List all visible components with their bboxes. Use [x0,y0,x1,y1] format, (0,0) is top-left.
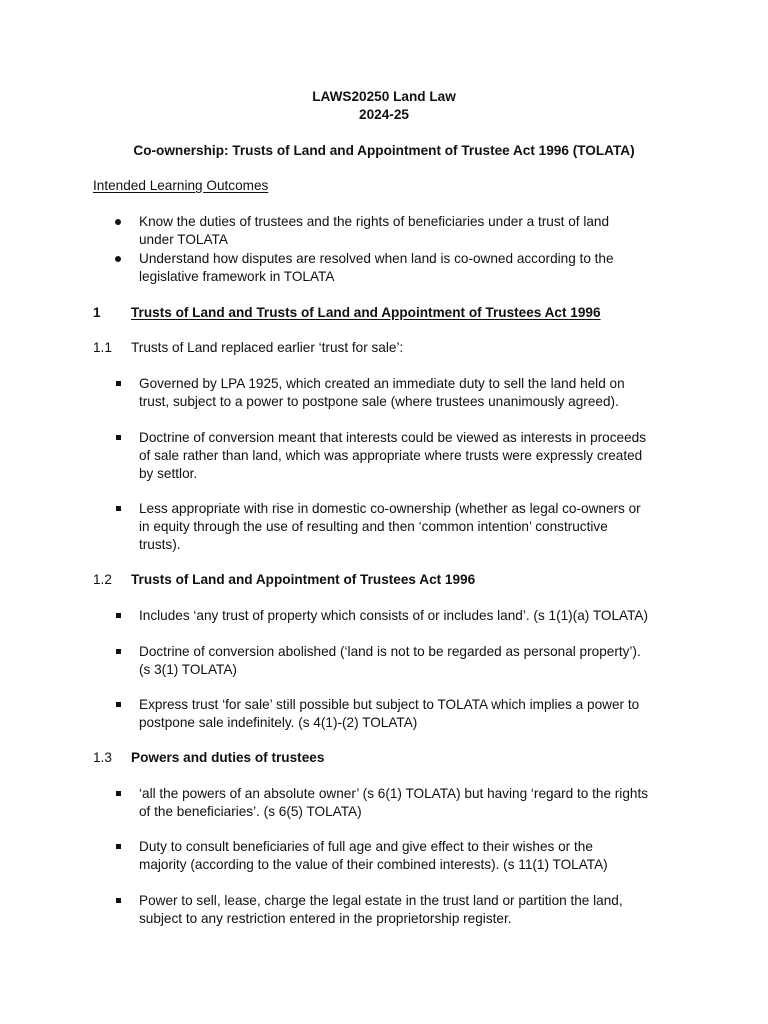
bullet-square-icon [116,613,121,618]
bullet-square-icon [116,844,121,849]
s12-item-3-line-2: postpone sale indefinitely. (s 4(1)-(2) TOLATA) [139,715,418,730]
document-title: Co-ownership: Trusts of Land and Appointment of Trustee Act 1996 (TOLATA) [133,143,635,158]
s12-item-1-line-1: Includes ‘any trust of property which consists of or includes land’. (s 1(1)(a) TOLATA) [139,608,648,623]
s13-item-1-line-2: of the beneficiaries’. (s 6(5) TOLATA) [139,804,362,819]
s11-item-3-line-3: trusts). [139,537,181,552]
ilo-item-2-line-2: legislative framework in TOLATA [139,269,335,284]
s13-item-2-line-2: majority (according to the value of their combined interests). (s 11(1) TOLATA) [139,857,608,872]
ilo-heading: Intended Learning Outcomes [93,178,269,193]
bullet-dot-icon [115,219,121,225]
s12-item-2-line-2: (s 3(1) TOLATA) [139,662,237,677]
s13-item-3-line-1: Power to sell, lease, charge the legal estate in the trust land or partition the land, [139,893,623,908]
course-title: LAWS20250 Land Law [312,89,456,104]
ilo-item-1-line-1: Know the duties of trustees and the rights of beneficiaries under a trust of land [139,214,610,229]
s11-item-3-line-1: Less appropriate with rise in domestic co-ownership (whether as legal co-owners or [139,501,641,516]
s12-item-3-line-1: Express trust ‘for sale’ still possible but subject to TOLATA which implies a power to [139,697,640,712]
section-1-1-heading: Trusts of Land replaced earlier ‘trust for sale’: [131,340,404,355]
bullet-square-icon [116,649,121,654]
section-1-heading: Trusts of Land and Trusts of Land and Appointment of Trustees Act 1996 [131,305,601,320]
s13-item-1-line-1: ‘all the powers of an absolute owner’ (s 6(1) TOLATA) but having ‘regard to the rights [139,786,649,801]
bullet-square-icon [116,435,121,440]
section-1-number: 1 [93,305,101,320]
s13-item-3-line-2: subject to any restriction entered in the proprietorship register. [139,911,512,926]
bullet-square-icon [116,702,121,707]
s11-item-2-line-2: of sale rather than land, which was appropriate where trusts were expressly created [139,448,643,463]
s11-item-1-line-2: trust, subject to a power to postpone sale (where trustees unanimously agreed). [139,394,619,409]
ilo-item-2-line-1: Understand how disputes are resolved when land is co-owned according to the [139,251,614,266]
section-1-2-heading: Trusts of Land and Appointment of Trustees Act 1996 [131,572,476,587]
academic-year: 2024-25 [359,107,409,122]
bullet-square-icon [116,898,121,903]
bullet-square-icon [116,791,121,796]
section-1-1-number: 1.1 [93,340,112,355]
section-1-3-number: 1.3 [93,750,112,765]
s11-item-1-line-1: Governed by LPA 1925, which created an immediate duty to sell the land held on [139,376,625,391]
bullet-square-icon [116,381,121,386]
s11-item-2-line-3: by settlor. [139,466,198,481]
ilo-item-1-line-2: under TOLATA [139,232,228,247]
section-1-3-heading: Powers and duties of trustees [131,750,325,765]
s11-item-3-line-2: in equity through the use of resulting and then ‘common intention’ constructive [139,519,608,534]
s12-item-2-line-1: Doctrine of conversion abolished (‘land is not to be regarded as personal property’). [139,644,641,659]
s13-item-2-line-1: Duty to consult beneficiaries of full age and give effect to their wishes or the [139,839,593,854]
s11-item-2-line-1: Doctrine of conversion meant that interests could be viewed as interests in proceeds [139,430,647,445]
section-1-2-number: 1.2 [93,572,112,587]
bullet-square-icon [116,506,121,511]
bullet-dot-icon [115,256,121,262]
